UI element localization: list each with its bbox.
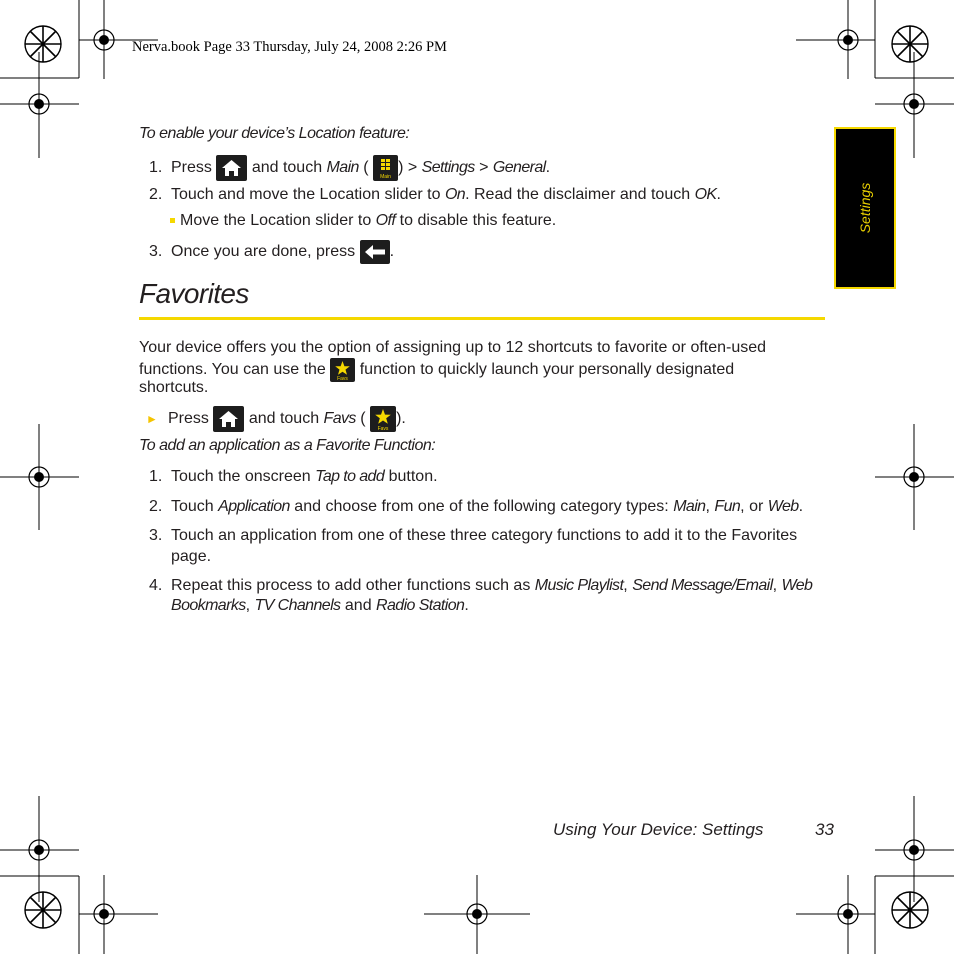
favorites-intro-line-2: functions. You can use the Favs function to quickly launch your personally designated (139, 358, 734, 382)
back-key-icon (360, 240, 390, 264)
favorites-intro-line-1: Your device offers you the option of assigning up to 12 shortcuts to favorite or often-used (139, 339, 767, 356)
location-bullet: Move the Location slider to Off to disable this feature. (170, 211, 556, 231)
page-number: 33 (815, 820, 834, 839)
home-key-icon (216, 155, 247, 181)
favs-star-icon (330, 358, 355, 382)
book-header: Nerva.book Page 33 Thursday, July 24, 2008 2:26 PM (132, 39, 447, 55)
favorites-step-4-cont: Bookmarks, TV Channels and Radio Station. (171, 597, 469, 614)
favorites-step-4: 4. Repeat this process to add other functions such as Music Playlist, Send Message/Email, Web (149, 577, 813, 594)
section-heading: Favorites (139, 278, 249, 309)
heading-rule (139, 317, 825, 320)
favorites-step-3: 3. Touch an application from one of these three category functions to add it to the Favorites (149, 527, 798, 544)
section-tab-label: Settings (857, 182, 873, 234)
svg-text:Main: Main (380, 174, 391, 180)
location-step-1: 1. Press and touch Main ( Main ) > Settings > General. (149, 155, 550, 181)
favs-star-icon (370, 406, 396, 432)
main-menu-icon (373, 155, 398, 181)
favorites-step-3-cont: page. (171, 548, 212, 565)
favorites-intro-line-3: shortcuts. (139, 379, 209, 396)
favorites-lead: To add an application as a Favorite Function: (139, 437, 436, 454)
location-lead: To enable your device’s Location feature: (139, 125, 410, 142)
favorites-step-2: 2. Touch Application and choose from one of the following category types: Main, Fun, or Web. (149, 498, 804, 515)
favorites-step-1: 1. Touch the onscreen Tap to add button. (149, 468, 438, 485)
footer-title: Using Your Device: Settings (553, 820, 764, 839)
section-tab (834, 127, 896, 289)
bullet-square-icon (170, 218, 175, 223)
location-step-3: 3. Once you are done, press . (149, 240, 394, 264)
arrow-bullet-icon: ► (146, 412, 158, 427)
svg-text:Favs: Favs (337, 376, 349, 382)
home-key-icon (213, 406, 244, 432)
favorites-press-line: ► Press and touch Favs ( Favs ). (146, 406, 406, 432)
location-step-2: 2. Touch and move the Location slider to On. Read the disclaimer and touch OK. (149, 186, 721, 203)
svg-text:Favs: Favs (377, 426, 389, 432)
